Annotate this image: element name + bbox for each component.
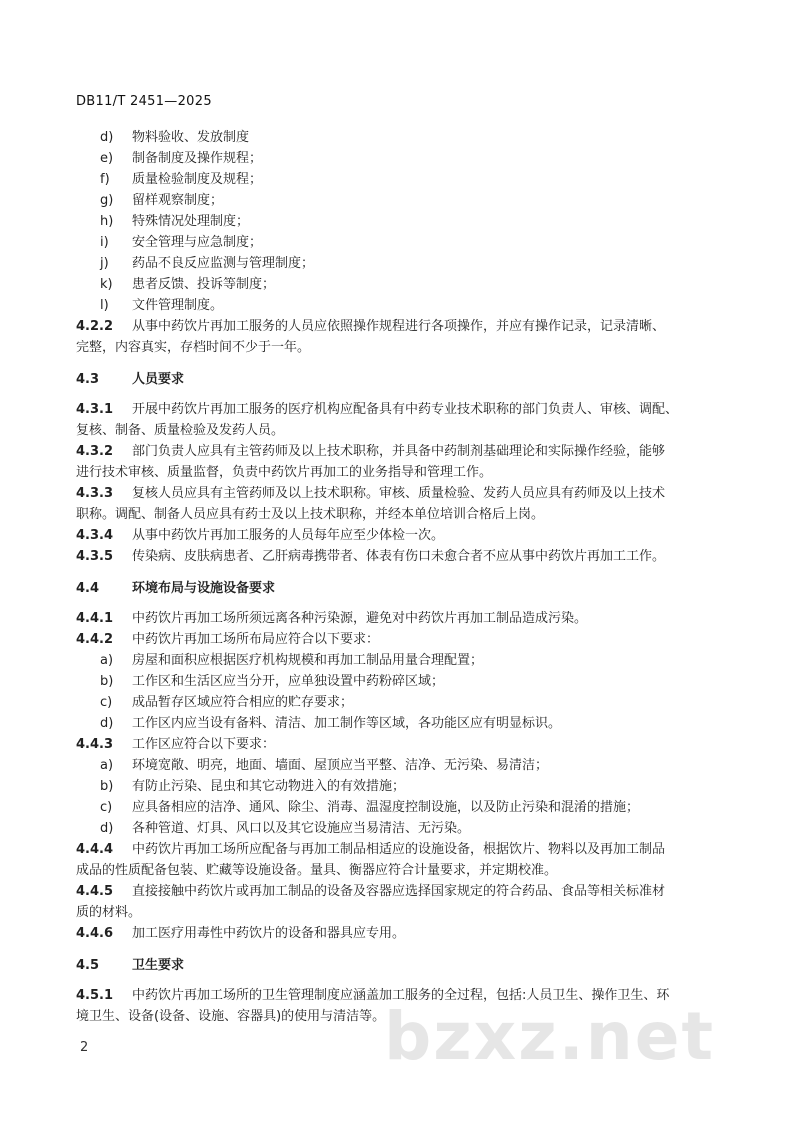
- clause-text-cont: 境卫生、设备(设备、设施、容器具)的使用与清洁等。: [76, 1009, 386, 1024]
- clause-text: 传染病、皮肤病患者、乙肝病毒携带者、体表有伤口未愈合者不应从事中药饮片再加工工作。: [132, 549, 666, 564]
- list-label: b): [100, 779, 114, 794]
- section-title: 人员要求: [132, 372, 185, 387]
- clause-4-2-2: [76, 316, 726, 358]
- section-heading-4-5: [76, 955, 726, 976]
- list-item: [76, 295, 726, 316]
- list-label: g): [100, 193, 114, 208]
- list-text: 药品不良反应监测与管理制度；: [132, 256, 315, 271]
- clause-number: 4.3.2: [76, 444, 114, 459]
- list-label: a): [100, 758, 114, 773]
- list-item: [76, 148, 726, 169]
- clause-number: 4.3.4: [76, 528, 114, 543]
- list-label: j): [100, 256, 109, 271]
- list-label: b): [100, 674, 114, 689]
- clause-4-3-2: [76, 441, 726, 483]
- list-label: l): [100, 298, 109, 313]
- clause-4-4-4: [76, 839, 726, 881]
- clause-4-4-3: [76, 734, 726, 839]
- clause-text: 工作区应符合以下要求：: [132, 737, 276, 752]
- list-label: d): [100, 821, 114, 836]
- list-item: [76, 755, 726, 776]
- clause-number: 4.3.3: [76, 486, 114, 501]
- clause-number: 4.4.2: [76, 632, 114, 647]
- list-text: 工作区和生活区应当分开，应单独设置中药粉碎区域；: [132, 674, 445, 689]
- clause-text-cont: 进行技术审核、质量监督，负责中药饮片再加工的业务指导和管理工作。: [76, 465, 493, 480]
- list-item: [76, 232, 726, 253]
- clause-number: 4.5.1: [76, 988, 114, 1003]
- list-label: h): [100, 214, 114, 229]
- list-text: 制备制度及操作规程；: [132, 151, 263, 166]
- list-item: [76, 776, 726, 797]
- list-label: c): [100, 800, 113, 815]
- list-label: c): [100, 695, 113, 710]
- list-label: k): [100, 277, 113, 292]
- clause-text-cont: 成品的性质配备包装、贮藏等设施设备。量具、衡器应符合计量要求，并定期校准。: [76, 863, 558, 878]
- clause-4-3-5: [76, 546, 726, 567]
- list-text: 应具备相应的洁净、通风、除尘、消毒、温湿度控制设施，以及防止污染和混淆的措施；: [132, 800, 640, 815]
- list-label: d): [100, 716, 114, 731]
- clause-number: 4.4.1: [76, 611, 114, 626]
- list-text: 工作区内应当设有备料、清洁、加工制作等区域，各功能区应有明显标识。: [132, 716, 562, 731]
- clause-4-3-4: [76, 525, 726, 546]
- clause-text: 开展中药饮片再加工服务的医疗机构应配备具有中药专业技术职称的部门负责人、审核、调配、: [132, 402, 679, 417]
- list-item: [76, 713, 726, 734]
- clause-text: 中药饮片再加工场所须远离各种污染源，避免对中药饮片再加工制品造成污染。: [132, 611, 588, 626]
- section-number: 4.3: [76, 372, 100, 387]
- section-heading-4-4: [76, 578, 726, 599]
- clause-4-4-5: [76, 881, 726, 923]
- list-item: [76, 797, 726, 818]
- list-text: 房屋和面积应根据医疗机构规模和再加工制品用量合理配置；: [132, 653, 484, 668]
- list-item: [76, 650, 726, 671]
- list-label: i): [100, 235, 109, 250]
- page-content: [76, 127, 726, 1027]
- clause-number: 4.4.4: [76, 842, 114, 857]
- clause-number: 4.2.2: [76, 319, 114, 334]
- list-label: f): [100, 172, 110, 187]
- clause-text: 直接接触中药饮片或再加工制品的设备及容器应选择国家规定的符合药品、食品等相关标准材: [132, 884, 666, 899]
- page-number: 2: [80, 1040, 89, 1055]
- list-item: [76, 211, 726, 232]
- watermark-logo: bzxz.net: [384, 998, 716, 1075]
- list-item: [76, 671, 726, 692]
- clause-number: 4.4.5: [76, 884, 114, 899]
- clause-number: 4.4.3: [76, 737, 114, 752]
- clause-text-cont: 复核、制备、质量检验及发药人员。: [76, 423, 285, 438]
- list-text: 物料验收、发放制度: [132, 130, 250, 145]
- clause-text: 复核人员应具有主管药师及以上技术职称。审核、质量检验、发药人员应具有药师及以上技术: [132, 486, 666, 501]
- clause-text: 中药饮片再加工场所应配备与再加工制品相适应的设施设备，根据饮片、物料以及再加工制品: [132, 842, 666, 857]
- list-text: 留样观察制度；: [132, 193, 224, 208]
- list-label: d): [100, 130, 114, 145]
- list-text: 特殊情况处理制度；: [132, 214, 250, 229]
- list-item: [76, 190, 726, 211]
- clause-number: 4.4.6: [76, 926, 114, 941]
- clause-text: 从事中药饮片再加工服务的人员每年应至少体检一次。: [132, 528, 445, 543]
- list-text: 有防止污染、昆虫和其它动物进入的有效措施；: [132, 779, 406, 794]
- list-text: 环境宽敞、明亮，地面、墙面、屋顶应当平整、洁净、无污染、易清洁；: [132, 758, 549, 773]
- clause-4-4-1: [76, 608, 726, 629]
- clause-text: 部门负责人应具有主管药师及以上技术职称，并具备中药制剂基础理论和实际操作经验，能够: [132, 444, 666, 459]
- list-text: 各种管道、灯具、风口以及其它设施应当易清洁、无污染。: [132, 821, 471, 836]
- clause-text: 加工医疗用毒性中药饮片的设备和器具应专用。: [132, 926, 406, 941]
- clause-number: 4.3.1: [76, 402, 114, 417]
- clause-text: 从事中药饮片再加工服务的人员应依照操作规程进行各项操作，并应有操作记录，记录清晰、: [132, 319, 666, 334]
- list-item: [76, 692, 726, 713]
- list-text: 安全管理与应急制度；: [132, 235, 263, 250]
- document-id-header: DB11/T 2451—2025: [76, 94, 212, 109]
- clause-text-cont: 完整，内容真实，存档时间不少于一年。: [76, 340, 311, 355]
- clause-4-4-2: [76, 629, 726, 734]
- list-item: [76, 127, 726, 148]
- clause-number: 4.3.5: [76, 549, 114, 564]
- clause-text: 中药饮片再加工场所布局应符合以下要求：: [132, 632, 380, 647]
- list-text: 患者反馈、投诉等制度；: [132, 277, 276, 292]
- clause-text-cont: 质的材料。: [76, 905, 142, 920]
- list-text: 成品暂存区域应符合相应的贮存要求；: [132, 695, 354, 710]
- list-item: [76, 169, 726, 190]
- section-title: 环境布局与设施设备要求: [132, 581, 276, 596]
- clause-text-cont: 职称。调配、制备人员应具有药士及以上技术职称，并经本单位培训合格后上岗。: [76, 507, 545, 522]
- section-heading-4-3: [76, 369, 726, 390]
- list-label: e): [100, 151, 114, 166]
- system-list: [76, 127, 726, 316]
- clause-4-3-1: [76, 399, 726, 441]
- list-text: 质量检验制度及规程；: [132, 172, 263, 187]
- section-number: 4.4: [76, 581, 100, 596]
- clause-4-3-3: [76, 483, 726, 525]
- clause-4-4-6: [76, 923, 726, 944]
- list-label: a): [100, 653, 114, 668]
- list-text: 文件管理制度。: [132, 298, 224, 313]
- section-number: 4.5: [76, 958, 100, 973]
- section-title: 卫生要求: [132, 958, 185, 973]
- list-item: [76, 818, 726, 839]
- clause-text: 中药饮片再加工场所的卫生管理制度应涵盖加工服务的全过程，包括:人员卫生、操作卫生、环: [132, 988, 670, 1003]
- list-item: [76, 253, 726, 274]
- list-item: [76, 274, 726, 295]
